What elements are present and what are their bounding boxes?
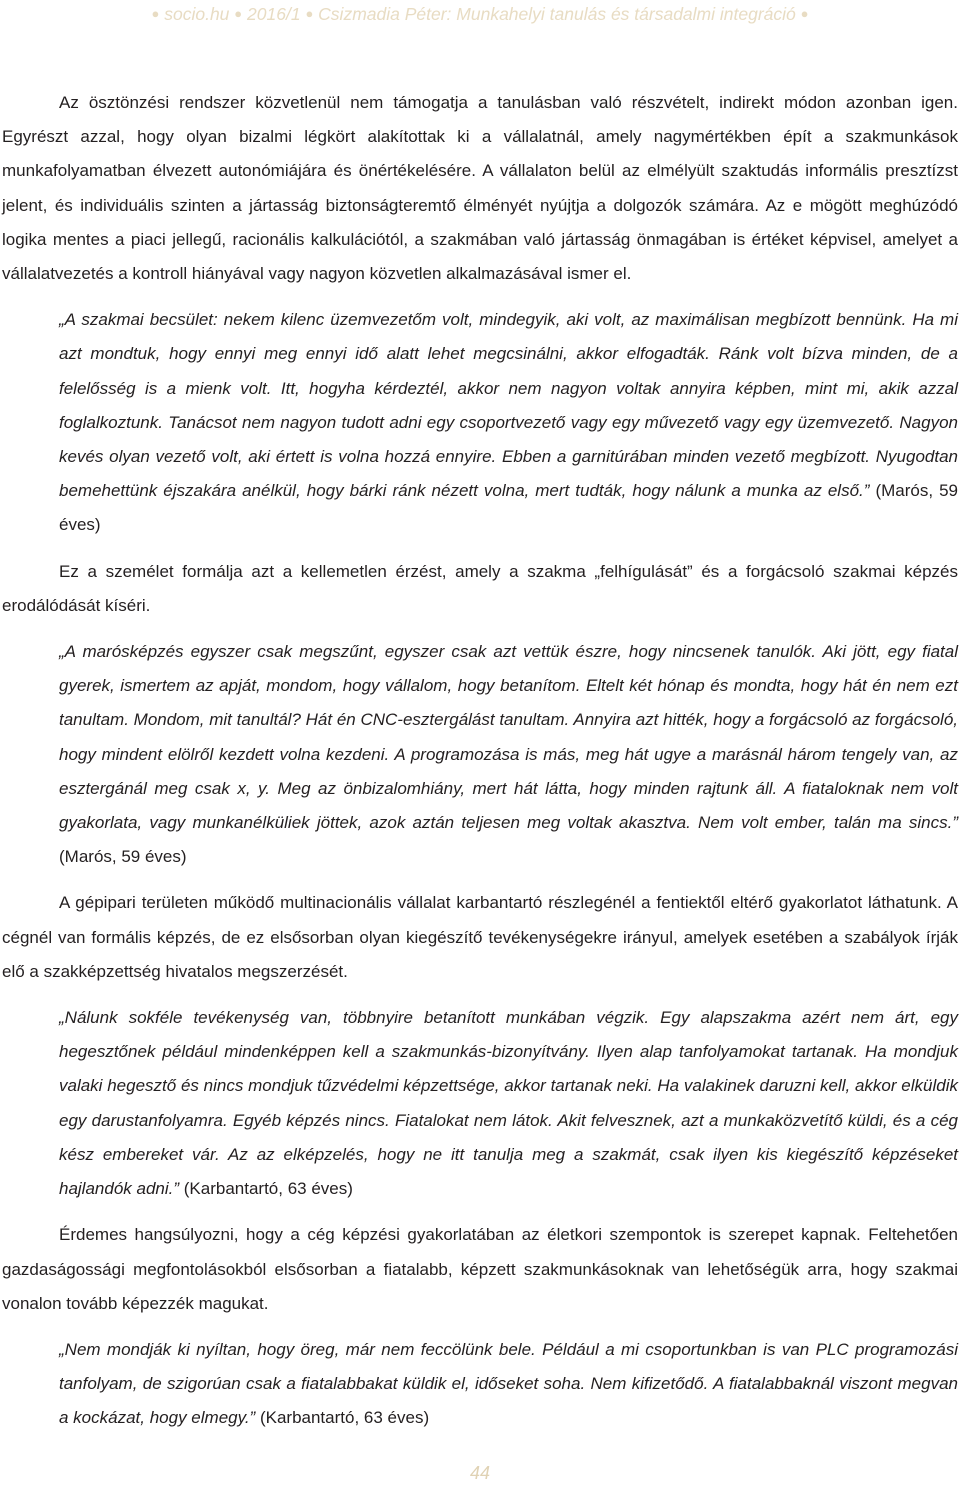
article-body bbox=[2, 86, 958, 1436]
running-header bbox=[0, 4, 960, 25]
quote-text: „A szakmai becsület: nekem kilenc üzemvezetőm volt, mindegyik, aki volt, az maximálisan megbízott bennünk. Ha mi azt mondtuk, hogy ennyi meg ennyi idő alatt lehet megcsinálni, akkor elfogadták. Ránk volt bízva minden, de a felelősség is a mienk volt. Itt, hogyha kérdeztél, akkor nem nagyon voltak annyira képben, mint mi, akik azzal foglalkoztunk. Tanácsot nem nagyon tudott adni egy csoportvezető vagy egy művezető vagy egy üzemvezető. Nagyon kevés olyan vezető volt, aki értett is volna hozzá ennyire. Ebben a garnitúrában minden vezető megbízott. Nyugodtan bemehettünk éjszakára anélkül, hogy bárki ránk nézett volna, mert tudták, hogy nálunk a munka az első.” bbox=[59, 310, 958, 501]
body-paragraph: Az ösztönzési rendszer közvetlenül nem támogatja a tanulásban való részvételt, indirekt módon azonban igen. Egyrészt azzal, hogy olyan bizalmi légkört alakítottak ki a vállalatnál, amely nagymértékben épít a szakmunkások munkafolyamatban élvezett autonómiájára és önértékelésére. A vállalaton belül az elmélyült szaktudás informális presztízst jelent, és individuális szinten a jártasság biztonságteremtő élményét nyújtja a dolgozók számára. Az e mögött meghúzódó logika mentes a piaci jellegű, racionális kalkulációtól, a szakmában való jártasság önmagában is értéket képvisel, amelyet a vállalatvezetés a kontroll hiányával vagy nagyon közvetlen alkalmazásával ismer el. bbox=[2, 93, 958, 284]
body-paragraph: A gépipari területen működő multinacionális vállalat karbantartó részlegénél a fentiektől eltérő gyakorlatot láthatunk. A cégnél van formális képzés, de ez elsősorban olyan kiegészítő tevékenységekre irányul, amelyek esetében a szabályok írják elő a szakképzettség hivatalos megszerzését. bbox=[2, 893, 958, 981]
interview-quote bbox=[59, 1333, 958, 1436]
body-paragraph: Ez a személet formálja azt a kellemetlen érzést, amely a szakma „felhígulását” és a forgácsoló szakmai képzés erodálódását kíséri. bbox=[2, 561, 958, 615]
quote-source: (Karbantartó, 63 éves) bbox=[255, 1408, 430, 1428]
bullet-icon: ● bbox=[151, 6, 160, 21]
quote-source: (Marós, 59 éves) bbox=[59, 847, 187, 867]
header-issue: 2016/1 bbox=[247, 4, 301, 24]
quote-text: „A marósképzés egyszer csak megszűnt, egyszer csak azt vettük észre, hogy nincsenek tanulók. Aki jött, egy fiatal gyerek, ismertem az apját, mondom, hogy vállalom, hogy betanítom. Eltelt két hónap és mondta, hogy hát én nem ezt tanultam. Mondom, mit tanultál? Hát én CNC-esztergálást tanultam. Annyira azt hitték, hogy a forgácsoló az forgácsoló, hogy mindent elölről kezdett volna kezdeni. A programozása is más, meg hát ugye a marásnál három tengely van, az esztergánál meg csak x, y. Meg az önbizalomhiány, mert hát látta, hogy minden rajtunk áll. A fiataloknak nem volt gyakorlata, vagy munkanélküliek jöttek, azok aztán teljesen meg voltak akasztva. Nem volt ember, talán ma sincs.” bbox=[59, 642, 958, 833]
header-article-title: Csizmadia Péter: Munkahelyi tanulás és társadalmi integráció bbox=[318, 4, 796, 24]
bullet-icon: ● bbox=[234, 6, 243, 21]
header-site: socio.hu bbox=[164, 4, 230, 24]
bullet-icon: ● bbox=[305, 6, 314, 21]
interview-quote bbox=[59, 1001, 958, 1206]
interview-quote bbox=[59, 635, 958, 874]
quote-source: (Karbantartó, 63 éves) bbox=[179, 1179, 353, 1199]
bullet-icon: ● bbox=[800, 6, 809, 21]
page-number: 44 bbox=[469, 1463, 491, 1483]
body-paragraph: Érdemes hangsúlyozni, hogy a cég képzési gyakorlatában az életkori szempontok is szerepet kapnak. Feltehetően gazdaságossági megfontolásokból elsősorban a fiatalabb, képzett szakmunkásoknak van lehetőségük arra, hogy szakmai vonalon tovább képezzék magukat. bbox=[2, 1225, 958, 1313]
quote-text: „Nálunk sokféle tevékenység van, többnyire betanított munkában végzik. Egy alapszakma azért nem árt, egy hegesztőnek például mindenképpen kell a szakmunkás-bizonyítvány. Ilyen alap tanfolyamokat tartanak. Ha mondjuk valaki hegesztő és nincs mondjuk tűzvédelmi képzettsége, akkor tartanak neki. Ha valakinek daruzni kell, akkor elküldik egy darustanfolyamra. Egyéb képzés nincs. Fiatalokat nem látok. Akit felvesznek, azt a munkaközvetítő küldi, és a cég kész embereket vár. Az az elképzelés, hogy ne itt tanulja meg a szakmát, csak ilyen kis kiegészítő képzéseket hajlandók adni.” bbox=[59, 1008, 958, 1199]
interview-quote bbox=[59, 303, 958, 542]
quote-source: (Marós, 59 éves) bbox=[59, 481, 958, 535]
quote-text: „Nem mondják ki nyíltan, hogy öreg, már nem feccölünk bele. Például a mi csoportunkban is van PLC programozási tanfolyam, de szigorúan csak a fiatalabbakat küldik el, időseket soha. Nem kifizetődő. A fiatalabbaknál viszont megvan a kockázat, hogy elmegy.” bbox=[59, 1339, 958, 1428]
